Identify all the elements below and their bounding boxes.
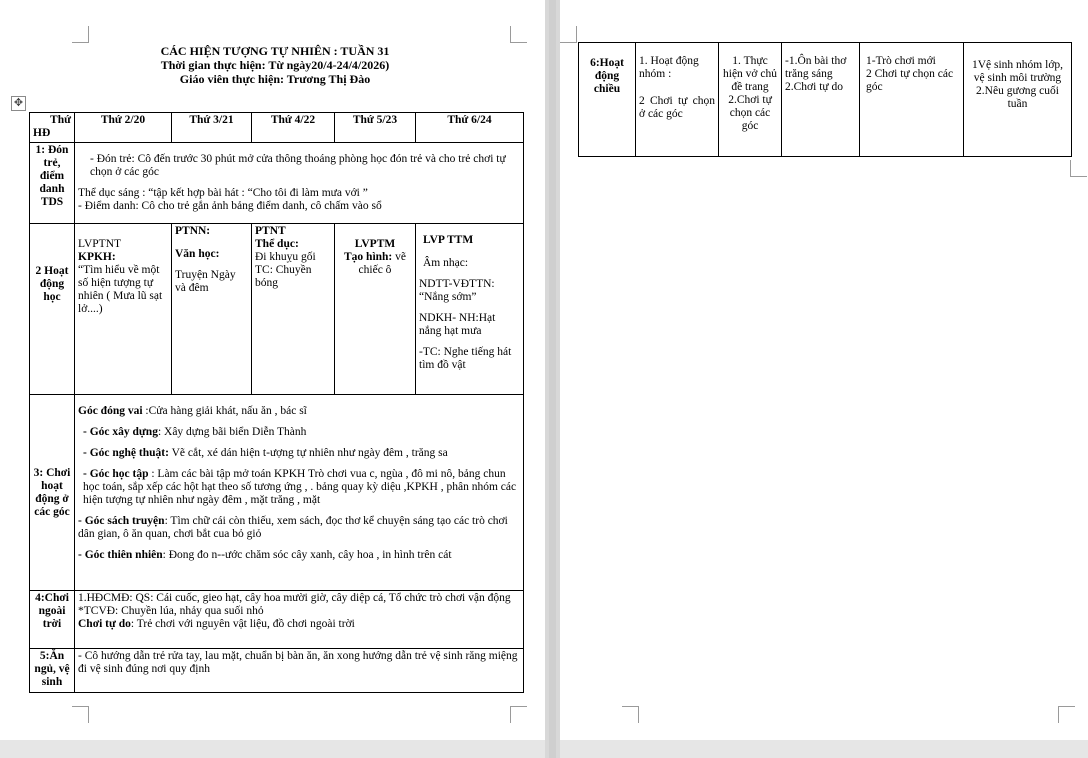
cell-text: PTNN: [175,225,211,237]
corner-name: - Góc sách truyện [78,515,165,527]
col-header-day: Thứ 2/20 [75,113,172,143]
row-label: 3: Chơi hoạt động ở các góc [30,395,75,591]
cell-text: Âm nhạc: [423,257,469,269]
row-content [75,143,524,224]
crop-mark [510,706,527,723]
cell-text: LVPTNT [78,238,122,250]
cell-text: vẽ chiếc ô [358,251,406,276]
cell-monday [636,43,719,157]
table-row [30,143,524,224]
cell-friday [416,224,524,395]
document-header [150,44,400,86]
cell-text: LVP TTM [423,234,474,246]
cell-friday [964,43,1072,157]
corner-item [78,447,520,460]
cell-text: PTNT [255,225,286,237]
table-row [30,649,524,693]
corner-item [78,549,520,562]
table-row [30,224,524,395]
cell-thursday [860,43,964,157]
col-header-day: Thứ 5/23 [335,113,416,143]
corner-item [78,405,520,418]
row-text: - Điểm danh: Cô cho trẻ gắn ảnh bảng điểm danh, cô chấm vào sổ [78,200,382,212]
cell-monday [75,224,172,395]
row-text: - Đón trẻ: Cô đến trước 30 phút mở cửa thông thoáng phòng học đón trẻ và cho trẻ chơi tự chọn ở các góc [90,153,506,178]
row-text: 1.HĐCMĐ: QS: Cái cuốc, gieo hạt, cây hoa mười giờ, cây diệp cá, Tổ chức trò chơi vận động [78,592,511,604]
cell-text: NDKH- NH:Hạt nắng hạt mưa [419,312,496,337]
corner-item [78,426,520,439]
cell-text: Văn học: [175,248,220,260]
row-text-key: Chơi tự do [78,618,131,630]
corner-name: - Góc thiên nhiên [78,549,163,561]
cell-text: Tạo hình: [344,251,393,263]
cell-text: KPKH: [78,251,116,263]
cell-wednesday [782,43,860,157]
cell-text: Thể dục: [255,238,299,250]
row-label: 4:Chơi ngoài trời [30,591,75,649]
afternoon-activity-table [578,42,1072,157]
document-time: Thời gian thực hiện: Từ ngày20/4-24/4/2026) [160,58,390,72]
row-text: *TCVĐ: Chuyền lúa, nhảy qua suối nhỏ [78,605,264,617]
corner-item [78,468,520,507]
crop-mark [1070,160,1087,177]
cell-text: 2.Chơi tự chọn các góc [728,94,772,132]
cell-text: -TC: Nghe tiếng hát tìm đồ vật [419,346,512,371]
corner-desc: :Cửa hàng giải khát, nấu ăn , bác sĩ [142,405,307,417]
cell-text: 1-Trò chơi mới [866,55,936,67]
row-content: - Cô hướng dẫn trẻ rửa tay, lau mặt, chuẩn bị bàn ăn, ăn xong hướng dẫn trẻ vệ sinh răng miệng đi vệ sinh đúng nơi quy định [75,649,524,693]
document-teacher: Giáo viên thực hiện: Trương Thị Đào [179,72,371,86]
row-content [75,395,524,591]
crop-mark [72,26,89,43]
row-text [78,618,520,631]
table-row [579,43,1072,157]
cell-text: -1.Ôn bài thơ trăng sáng [785,55,847,80]
crop-mark [510,26,527,43]
crop-mark [72,706,89,723]
cell-tuesday [719,43,782,157]
corner-name: - Góc học tập [83,468,149,480]
table-move-handle-icon[interactable]: ✥ [11,96,26,111]
col-header-line: HĐ [33,127,51,139]
table-header-row [30,113,524,143]
cell-text: 2 Chơi tự chọn ở các góc [639,95,715,120]
cell-thursday [335,224,416,395]
table-row [30,395,524,591]
cell-text: TC: Chuyền bóng [255,264,312,289]
cell-text: Truyện Ngày và đêm [175,269,236,294]
row-label: 1: Đón trẻ, điểm danh TDS [30,143,75,224]
crop-mark [622,706,639,723]
corner-desc: : Xây dựng bãi biển Diễn Thành [157,426,307,438]
corner-desc: : Đong đo n--ước chăm sóc cây xanh, cây hoa , in hình trên cát [162,549,452,561]
cell-tuesday [172,224,252,395]
col-header-day: Thứ 3/21 [172,113,252,143]
corner-desc: : Làm các bài tập mở toán KPKH Trò chơi vua c, ngùa , đô mi nô, bảng chun học toán, sắp xếp các hột hạt theo số tương ứng , . bảng quay kỳ diệu ,KPKH , phân nhóm các hiện tượng tự nhiên như ngày đêm , mặt trăng , mặt [83,468,517,506]
cell-text: 2.Nêu gương cuối tuần [976,85,1059,110]
col-header-line: Thứ [50,114,71,126]
crop-mark [560,26,577,43]
cell-wednesday [252,224,335,395]
row-text: Thể dục sáng : “tập kết hợp bài hát : “Cho tôi đi làm mưa với ” [78,187,368,199]
corner-name: - Góc nghệ thuật: [83,447,169,459]
row-content [75,591,524,649]
cell-text: 2 Chơi tự chọn các góc [866,68,954,93]
cell-text: Đi khuỵu gối [255,251,316,263]
cell-text: 1. Hoạt động nhóm : [639,55,699,80]
corner-desc: : Tìm chữ cái còn thiếu, xem sách, đọc thơ kể chuyện sáng tạo các trò chơi dân gian, ô ăn quan, chơi bắt cua bỏ giỏ [78,515,508,540]
document-title: CÁC HIỆN TƯỢNG TỰ NHIÊN : TUẦN 31 [160,44,390,58]
weekly-plan-table [29,112,524,693]
corner-name: - Góc xây dựng [83,426,158,438]
vertical-scrollbar[interactable] [549,0,556,758]
col-header-day: Thứ 4/22 [252,113,335,143]
row-label: 2 Hoạt động học [30,224,75,395]
page-gap [545,0,560,758]
table-row [30,591,524,649]
corner-desc: Vẽ cắt, xé dán hiện t-ượng tự nhiên như ngày đêm , trăng sa [168,447,448,459]
cell-text: 2.Chơi tự do [785,81,843,93]
document-page-1 [0,0,545,740]
col-header-hd [30,113,75,143]
row-label: 6:Hoạt động chiều [579,43,636,157]
corner-item [78,515,520,541]
crop-mark [1058,706,1075,723]
cell-text: NDTT-VĐTTN: “Nắng sớm” [419,278,495,303]
cell-text: 1Vệ sinh nhóm lớp, vệ sinh môi trường [971,59,1064,84]
corner-name: Góc đóng vai [78,405,143,417]
row-text-value: : Trẻ chơi với nguyên vật liệu, đồ chơi ngoài trời [130,618,355,630]
cell-text: “Tìm hiểu về một số hiện tượng tự nhiên ( Mưa lũ sạt lở....) [78,264,163,315]
cell-text: LVPTM [354,238,396,250]
row-label: 5:Ăn ngủ, vệ sinh [30,649,75,693]
cell-text: 1. Thực hiện vở chủ đề trang [723,55,777,93]
col-header-day: Thứ 6/24 [416,113,524,143]
